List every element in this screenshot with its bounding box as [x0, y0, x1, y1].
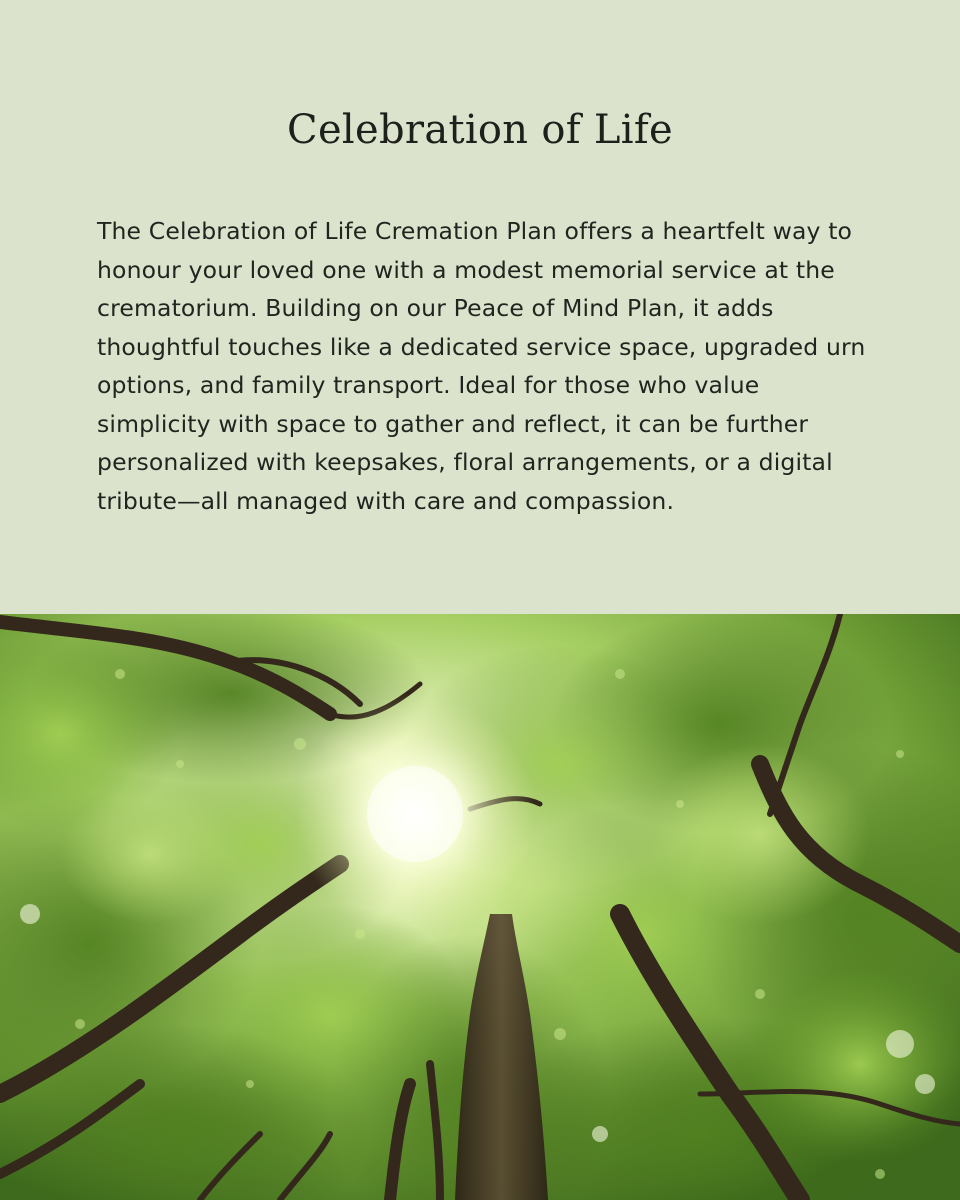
- plan-description: The Celebration of Life Cremation Plan offers a heartfelt way to honour your loved one with a modest memorial service at the crematorium. Building on our Peace of Mind Plan, it adds thoughtful touches like a dedicated service space, upgraded urn options, and family transport. Ideal for those who value simplicity with space to gather and reflect, it can be further personalized with keepsakes, floral arrangements, or a digital tribute—all managed with care and compassion.: [97, 217, 866, 515]
- page-title: Celebration of Life: [287, 107, 673, 153]
- forest-canopy-photo: [0, 614, 960, 1200]
